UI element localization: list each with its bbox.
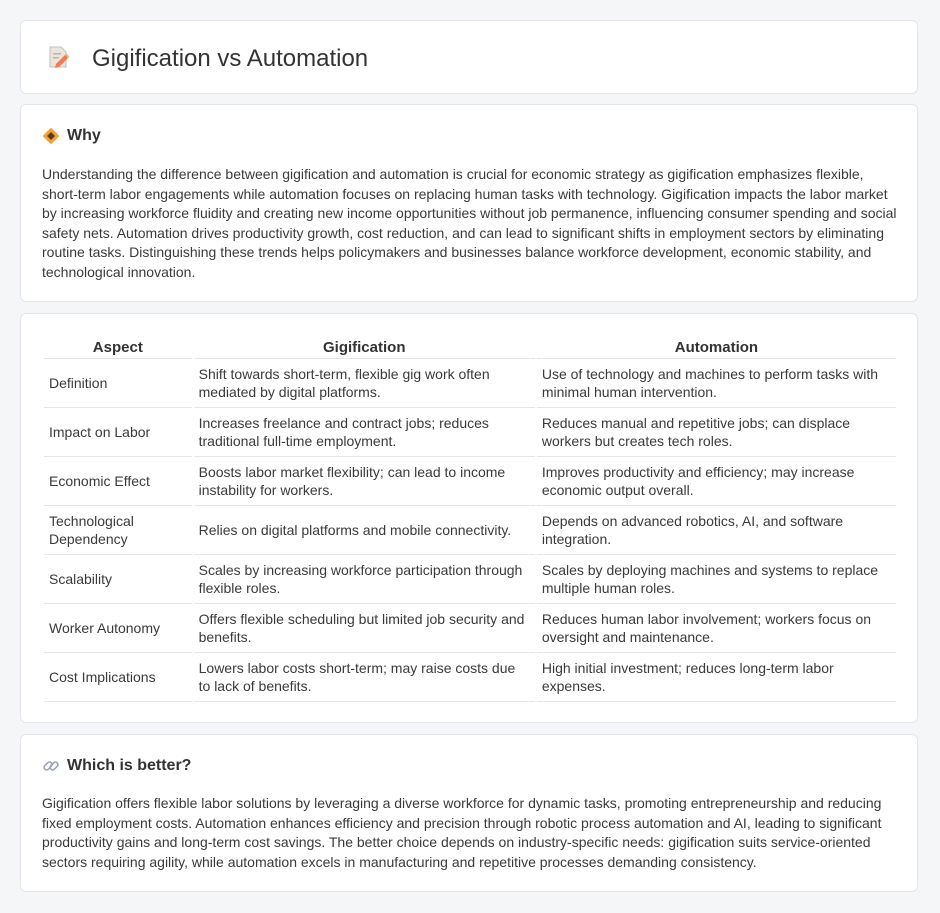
aspect-cell: Cost Implications <box>44 652 192 702</box>
aspect-cell: Economic Effect <box>44 456 192 505</box>
table-row <box>44 407 896 456</box>
better-text: Gigification offers flexible labor solutions by leveraging a diverse workforce for dynamic tasks, promoting entrepreneurship and reducing fixed employment costs. Automation enhances efficiency and precision through robotic process automation and AI, leading to significant productivity gains and long-term cost savings. The better choice depends on industry-specific needs: gigification suits service-oriented sectors requiring agility, while automation excels in manufacturing and repetitive processes demanding consistency. <box>42 795 882 870</box>
gigification-cell: Scales by increasing workforce participation through flexible roles. <box>194 554 535 603</box>
why-section <box>20 104 918 302</box>
table-row <box>44 456 896 505</box>
gigification-cell: Offers flexible scheduling but limited job security and benefits. <box>194 603 535 652</box>
table-row <box>44 358 896 407</box>
aspect-cell: Technological Dependency <box>44 505 192 554</box>
automation-cell: Use of technology and machines to perform tasks with minimal human intervention. <box>537 358 896 407</box>
automation-cell: Scales by deploying machines and systems to replace multiple human roles. <box>537 554 896 603</box>
better-heading: Which is better? <box>67 757 192 774</box>
table-header-row <box>44 336 896 358</box>
comparison-table <box>42 336 898 702</box>
table-row <box>44 603 896 652</box>
page-title: Gigification vs Automation <box>92 45 369 72</box>
which-is-better-section <box>20 734 918 892</box>
table-row <box>44 652 896 702</box>
table-row <box>44 505 896 554</box>
aspect-cell: Worker Autonomy <box>44 603 192 652</box>
header-aspect: Aspect <box>92 338 143 356</box>
document-pencil-icon <box>47 45 69 69</box>
header-automation: Automation <box>674 338 759 356</box>
link-icon <box>42 757 60 775</box>
better-heading-row <box>42 757 191 775</box>
automation-cell: High initial investment; reduces long-term labor expenses. <box>537 652 896 702</box>
automation-cell: Depends on advanced robotics, AI, and software integration. <box>537 505 896 554</box>
gigification-cell: Boosts labor market flexibility; can lead to income instability for workers. <box>194 456 535 505</box>
diamond-sign-icon <box>42 127 60 145</box>
gigification-cell: Shift towards short-term, flexible gig work often mediated by digital platforms. <box>194 358 535 407</box>
gigification-cell: Lowers labor costs short-term; may raise costs due to lack of benefits. <box>194 652 535 702</box>
why-text: Understanding the difference between gigification and automation is crucial for economic strategy as gigification emphasizes flexible, short-term labor engagements while automation focuses on replacing human tasks with technology. Gigification impacts the labor market by increasing workforce fluidity and creating new income opportunities without job permanence, influencing consumer spending and social safety nets. Automation drives productivity growth, cost reduction, and can lead to significant shifts in employment sectors by eliminating routine tasks. Distinguishing these trends helps policymakers and businesses balance workforce development, economic stability, and technological innovation. <box>42 166 897 280</box>
gigification-cell: Increases freelance and contract jobs; reduces traditional full-time employment. <box>194 407 535 456</box>
automation-cell: Reduces manual and repetitive jobs; can displace workers but creates tech roles. <box>537 407 896 456</box>
automation-cell: Improves productivity and efficiency; may increase economic output overall. <box>537 456 896 505</box>
table-row <box>44 554 896 603</box>
why-heading-row <box>42 127 101 145</box>
aspect-cell: Definition <box>44 358 192 407</box>
aspect-cell: Scalability <box>44 554 192 603</box>
automation-cell: Reduces human labor involvement; workers focus on oversight and maintenance. <box>537 603 896 652</box>
why-heading: Why <box>67 127 101 144</box>
aspect-cell: Impact on Labor <box>44 407 192 456</box>
comparison-section <box>20 313 918 723</box>
title-card <box>20 20 918 94</box>
header-gigification: Gigification <box>322 338 406 356</box>
gigification-cell: Relies on digital platforms and mobile connectivity. <box>194 505 535 554</box>
